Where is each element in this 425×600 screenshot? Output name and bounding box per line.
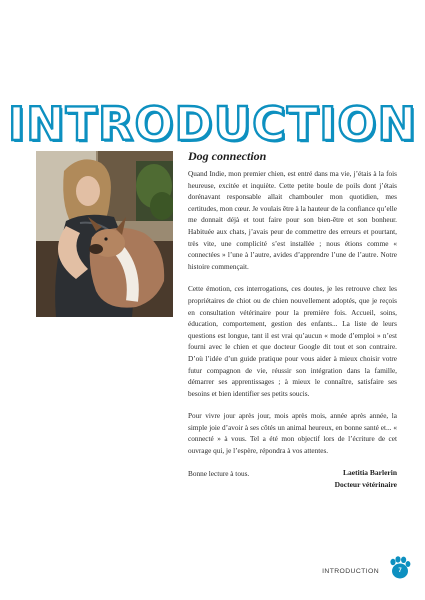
section-subtitle: Dog connection bbox=[188, 149, 267, 163]
paragraph: Quand Indie, mon premier chien, est entré dans ma vie, j’étais à la fois heureuse, excitée et inquiète. Cette petite boule de poils dont j’étais dorénavant responsable allait chambouler mon quotidien, mes certitudes, mon cœur. Je voulais être à la hauteur de la confiance qu’elle me donnait déjà et tout faire pour son bien-être et son bonheur. Habituée aux chats, j’avais peur de commettre des erreurs et pourtant, très vite, une complicité s’est installée ; nous étions comme « connectées » l’une à l’autre, avides d’apprendre l’une de l’autre. Notre histoire commençait. bbox=[188, 170, 397, 271]
intro-text bbox=[188, 149, 397, 491]
paragraph: Cette émotion, ces interrogations, ces doutes, je les retrouve chez les propriétaires de chiot ou de chien nouvellement adoptés, que je reçois en consultation vétérinaire pour la première fois. Accueil, soins, éducation, comportement, gestion des enfants... La liste de leurs questions est longue, tant il est vrai qu’aucun « mode d’emploi » n’est fourni avec le chien et que docteur Google dit tout et son contraire. D’où l’idée d’un guide pratique pour vous aider à mieux choisir votre futur compagnon de vie, réussir son intégration dans la famille, démarrer ses apprentissages ; à mieux le connaître, satisfaire ses besoins et bien identifier ses petits soucis. bbox=[188, 285, 397, 398]
signature-role: Docteur vétérinaire bbox=[334, 479, 397, 489]
page-number: 7 bbox=[398, 568, 402, 574]
signature bbox=[335, 467, 397, 490]
signature-name: Laetitia Barlerin bbox=[343, 468, 397, 477]
woman-with-dog-photo bbox=[36, 151, 173, 317]
footer-section-label: INTRODUCTION bbox=[322, 568, 379, 575]
paragraph: Pour vivre jour après jour, mois après mois, année après année, la simple joie d’avoir à ses côtés un animal heureux, en bonne santé et... « connecté » à vous. Tel a été mon objectif lors de l’écriture de cet ouvrage qui, je l’espère, répondra à vos attentes. bbox=[188, 412, 397, 456]
paragraph: Bonne lecture à tous. bbox=[188, 469, 250, 478]
page-title: INTRODUCTION bbox=[8, 96, 417, 151]
